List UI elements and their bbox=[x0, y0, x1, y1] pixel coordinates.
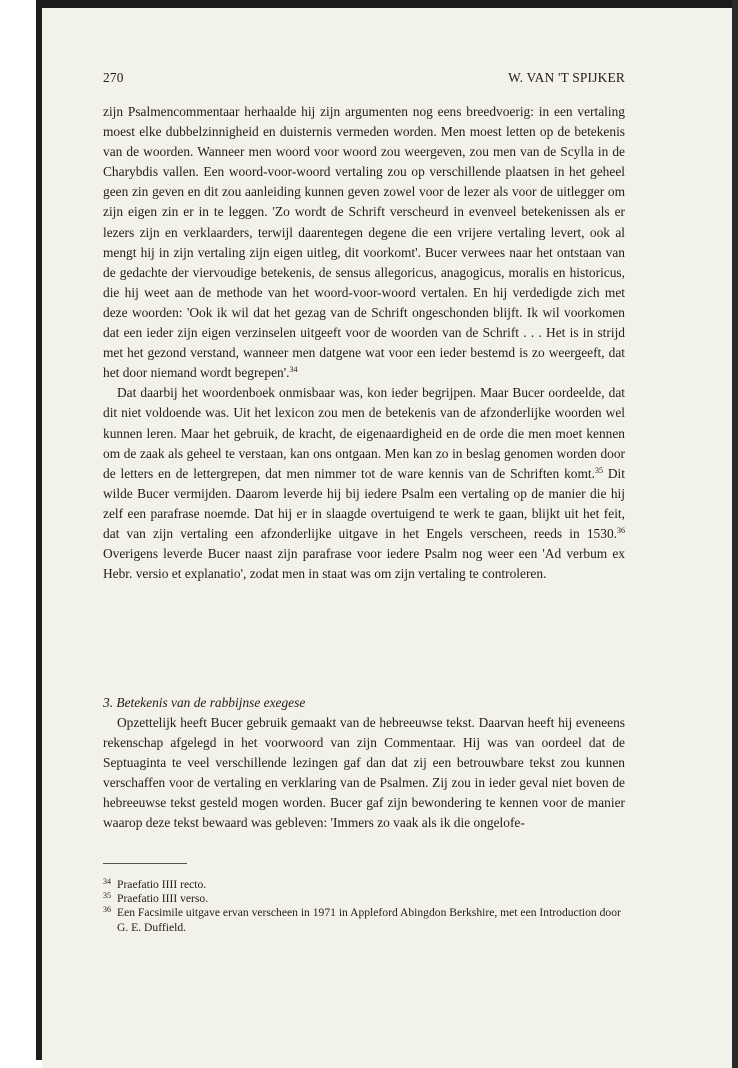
paragraph bbox=[103, 383, 625, 584]
running-head: W. VAN 'T SPIJKER bbox=[508, 70, 625, 85]
footnote-ref: 34 bbox=[289, 365, 298, 375]
footnote bbox=[103, 892, 625, 906]
footnote-text: Praefatio IIII recto. bbox=[117, 878, 207, 891]
section-heading: 3. Betekenis van de rabbijnse exegese bbox=[103, 695, 306, 710]
footnote-text: Een Facsimile uitgave ervan verscheen in 1971 in Appleford Abingdon Berkshire, met een Introduction door G. E. Duffield. bbox=[117, 906, 621, 934]
footnote-text: Praefatio IIII verso. bbox=[117, 892, 209, 906]
footnote-ref: 36 bbox=[617, 525, 625, 535]
footnote-number: 34 bbox=[103, 877, 111, 886]
page-number: 270 bbox=[103, 70, 124, 85]
scan-border-right bbox=[732, 0, 738, 1068]
footnotes bbox=[103, 878, 625, 935]
footnote bbox=[103, 878, 625, 892]
footnote bbox=[103, 906, 625, 934]
footnote-ref: 35 bbox=[594, 465, 603, 475]
paragraph-text: Dit wilde Bucer vermijden. Daarom leverde hij bij iedere Psalm een vertaling op de manier die hij zelf een parafrase noemde. Dat hij er in slaagde overtuigend te werk te gaan, blijkt uit het feit, dat van zijn vertaling een afzonderlijke uitgave in het Engels verscheen, reeds in 1530. bbox=[103, 465, 625, 541]
body-text bbox=[103, 102, 625, 584]
footnote-divider bbox=[103, 863, 187, 864]
footnote-number: 35 bbox=[103, 891, 111, 901]
footnote-number: 36 bbox=[103, 905, 111, 915]
paragraph-text: zijn Psalmencommentaar herhaalde hij zijn argumenten nog eens breedvoerig: in een vertaling moest elke dubbelzinnigheid en duisternis vermeden worden. Men moest letten op de betekenis van de woorden. Wanneer men woord voor woord zou weergeven, zou men van de Scylla in de Charybdis vallen. Een woord-voor-woord vertaling zou op verschillende plaatsen in het geheel geen zin geven en dit zou aanleiding kunnen geven zowel voor de lezer als voor de uitlegger om zijn eigen zin er in te leggen. 'Zo wordt de Schrift verscheurd in evenveel betekenissen als er lezers zijn en verklaarders, terwijl daarentegen degene die een vrijere vertaling levert, ook al mengt hij in zijn vertaling zijn eigen uitleg, dit voorkomt'. Bucer verwees naar het ontstaan van de gedachte der viervoudige betekenis, de sensus allegoricus, anagogicus, moralis en historicus, die hij weet aan de methode van het woord-voor-woord vertalen. En hij verdedigde zich met deze woorden: 'Ook ik wil dat het gezag van de Schrift ongeschonden blijft. Ik wil voorkomen dat een ieder zijn eigen verzinselen uitgeeft voor de woorden van de Schrift . . . Het is in strijd met het gezond verstand, wanneer men datgene wat voor een ieder bestemd is zo weergeeft, dat het door niemand wordt begrepen'. bbox=[103, 104, 625, 381]
paragraph: Opzettelijk heeft Bucer gebruik gemaakt van de hebreeuwse tekst. Daarvan heeft hij eveneens rekenschap afgelegd in het voorwoord van zijn Commentaar. Hij was van oordeel dat de Septuaginta te veel verschillende lezingen gaf dan dat zij een betrouwbare tekst zou kunnen verschaffen voor de vertaling en verklaring van de Psalmen. Zij zou in ieder geval niet boven de hebreeuwse tekst gesteld mogen worden. Bucer gaf zijn bewondering te kennen voor de manier waarop deze tekst bewaard was gebleven: 'Immers zo vaak als ik die ongelofe- bbox=[103, 715, 625, 831]
paragraph-text: Dat daarbij het woordenboek onmisbaar was, kon ieder begrijpen. Maar Bucer oordeelde, dat dit niet voldoende was. Uit het lexicon zou men de betekenis van de afzonderlijke woorden wel kunnen leren. Maar het gebruik, de kracht, de eigenaardigheid en de orde die men moet kennen om de zaak als geheel te verstaan, kan ons ontgaan. Men kan zo in beslag genomen worden door de letters en de lettergrepen, dat men nimmer tot de ware kennis van de Schriften komt. bbox=[103, 385, 625, 481]
scan-border-top bbox=[36, 0, 738, 8]
page-header bbox=[103, 70, 625, 90]
paragraph-text: Overigens leverde Bucer naast zijn parafrase voor iedere Psalm nog weer een 'Ad verbum ex Hebr. versio et explanatio', zodat men in staat was om zijn vertaling te controleren. bbox=[103, 546, 625, 582]
paragraph bbox=[103, 102, 625, 383]
section-text bbox=[103, 713, 625, 834]
